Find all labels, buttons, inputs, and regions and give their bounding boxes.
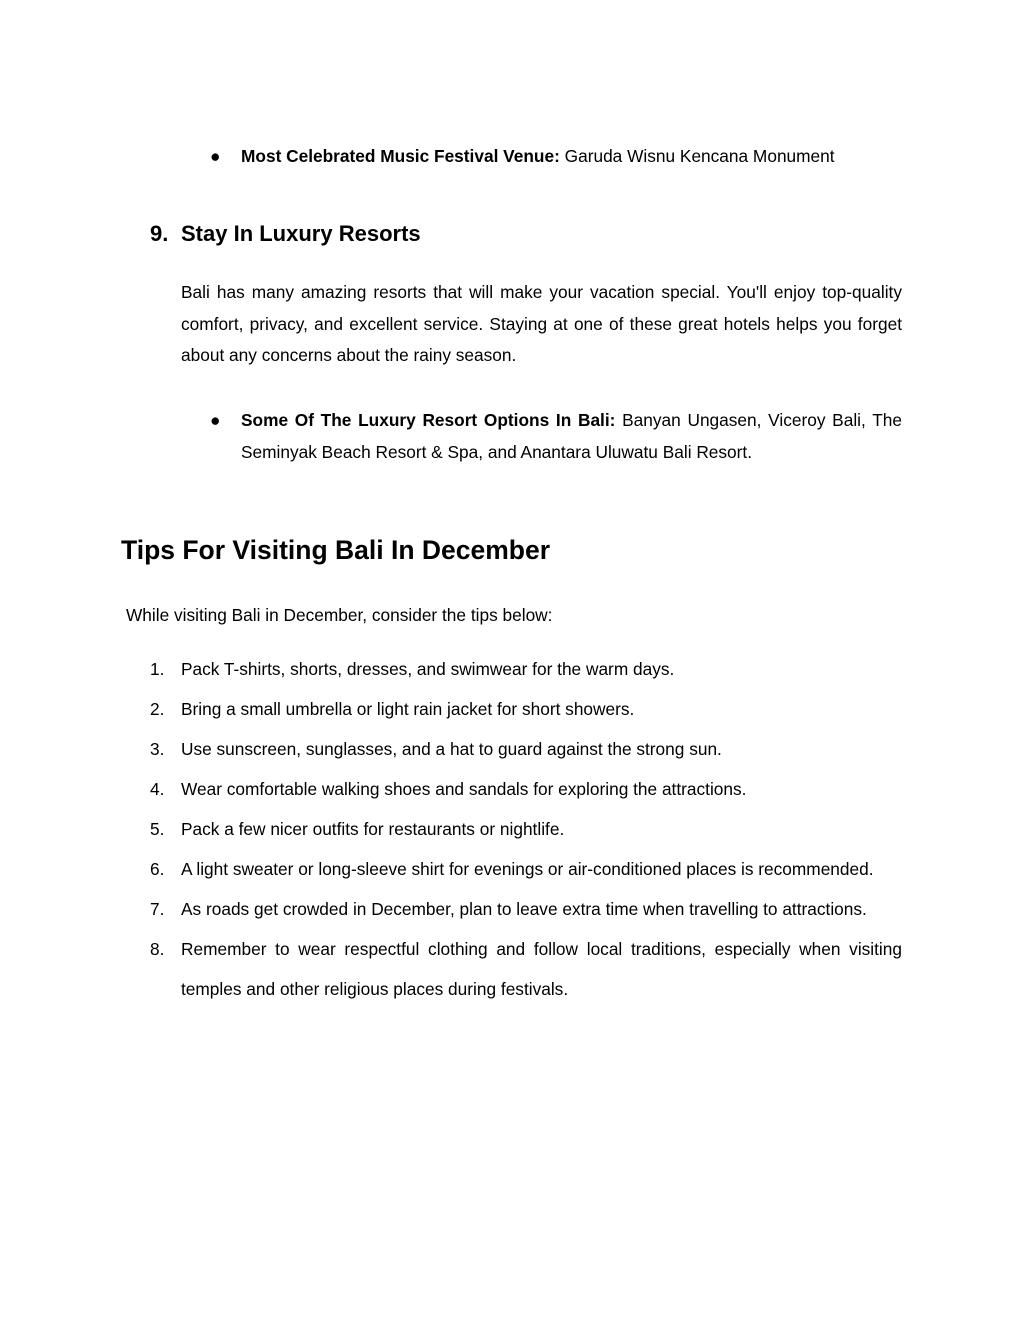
- list-item-text: Wear comfortable walking shoes and sandals for exploring the attractions.: [181, 779, 747, 799]
- list-item-number: 3.: [150, 739, 165, 759]
- list-item-number: 5.: [150, 819, 165, 839]
- list-item: [150, 729, 902, 769]
- section-paragraph: Bali has many amazing resorts that will make your vacation special. You'll enjoy top-quality comfort, privacy, and excellent service. Staying at one of these great hotels helps you forget about any concerns about the rainy season.: [181, 282, 902, 365]
- list-item: [150, 849, 902, 889]
- resort-options-bullet: [210, 404, 902, 468]
- tips-heading: Tips For Visiting Bali In December: [121, 535, 551, 565]
- tips-intro: While visiting Bali in December, consider the tips below:: [126, 605, 553, 625]
- venue-bullet-label: Most Celebrated Music Festival Venue:: [241, 146, 560, 166]
- list-item-number: 4.: [150, 779, 165, 799]
- list-item-number: 8.: [150, 939, 165, 959]
- list-item-number: 6.: [150, 859, 165, 879]
- list-item: [150, 889, 902, 929]
- list-item-text: Pack T-shirts, shorts, dresses, and swimwear for the warm days.: [181, 659, 675, 679]
- bullet-glyph: ●: [210, 146, 221, 166]
- bullet-glyph: ●: [210, 410, 221, 430]
- section-heading-9: [150, 218, 421, 250]
- list-item: [150, 929, 902, 1009]
- list-item: [150, 689, 902, 729]
- list-item-text: Remember to wear respectful clothing and follow local traditions, especially when visiting temples and other religious places during festivals.: [181, 939, 902, 999]
- venue-bullet-text: [241, 140, 902, 172]
- list-item-text: Bring a small umbrella or light rain jacket for short showers.: [181, 699, 635, 719]
- list-item: [150, 649, 902, 689]
- list-item: [150, 809, 902, 849]
- list-item-text: Use sunscreen, sunglasses, and a hat to guard against the strong sun.: [181, 739, 722, 759]
- list-item-text: A light sweater or long-sleeve shirt for evenings or air-conditioned places is recommended.: [181, 859, 874, 879]
- section-title: Stay In Luxury Resorts: [181, 221, 421, 246]
- resort-options-label: Some Of The Luxury Resort Options In Bali:: [241, 410, 616, 430]
- list-item-number: 1.: [150, 659, 165, 679]
- list-item-text: Pack a few nicer outfits for restaurants or nightlife.: [181, 819, 565, 839]
- section-number: 9.: [150, 221, 169, 246]
- resort-options-value: Banyan Ungasen, Viceroy Bali, The Seminyak Beach Resort & Spa, and Anantara Uluwatu Bali Resort.: [241, 410, 902, 462]
- tips-list: [150, 649, 902, 1009]
- list-item: [150, 769, 902, 809]
- venue-bullet-value: Garuda Wisnu Kencana Monument: [564, 146, 835, 166]
- list-item-number: 7.: [150, 899, 165, 919]
- list-item-text: As roads get crowded in December, plan to leave extra time when travelling to attractions.: [181, 899, 867, 919]
- list-item-number: 2.: [150, 699, 165, 719]
- venue-bullet: [210, 140, 902, 172]
- resort-options-text: [241, 404, 902, 468]
